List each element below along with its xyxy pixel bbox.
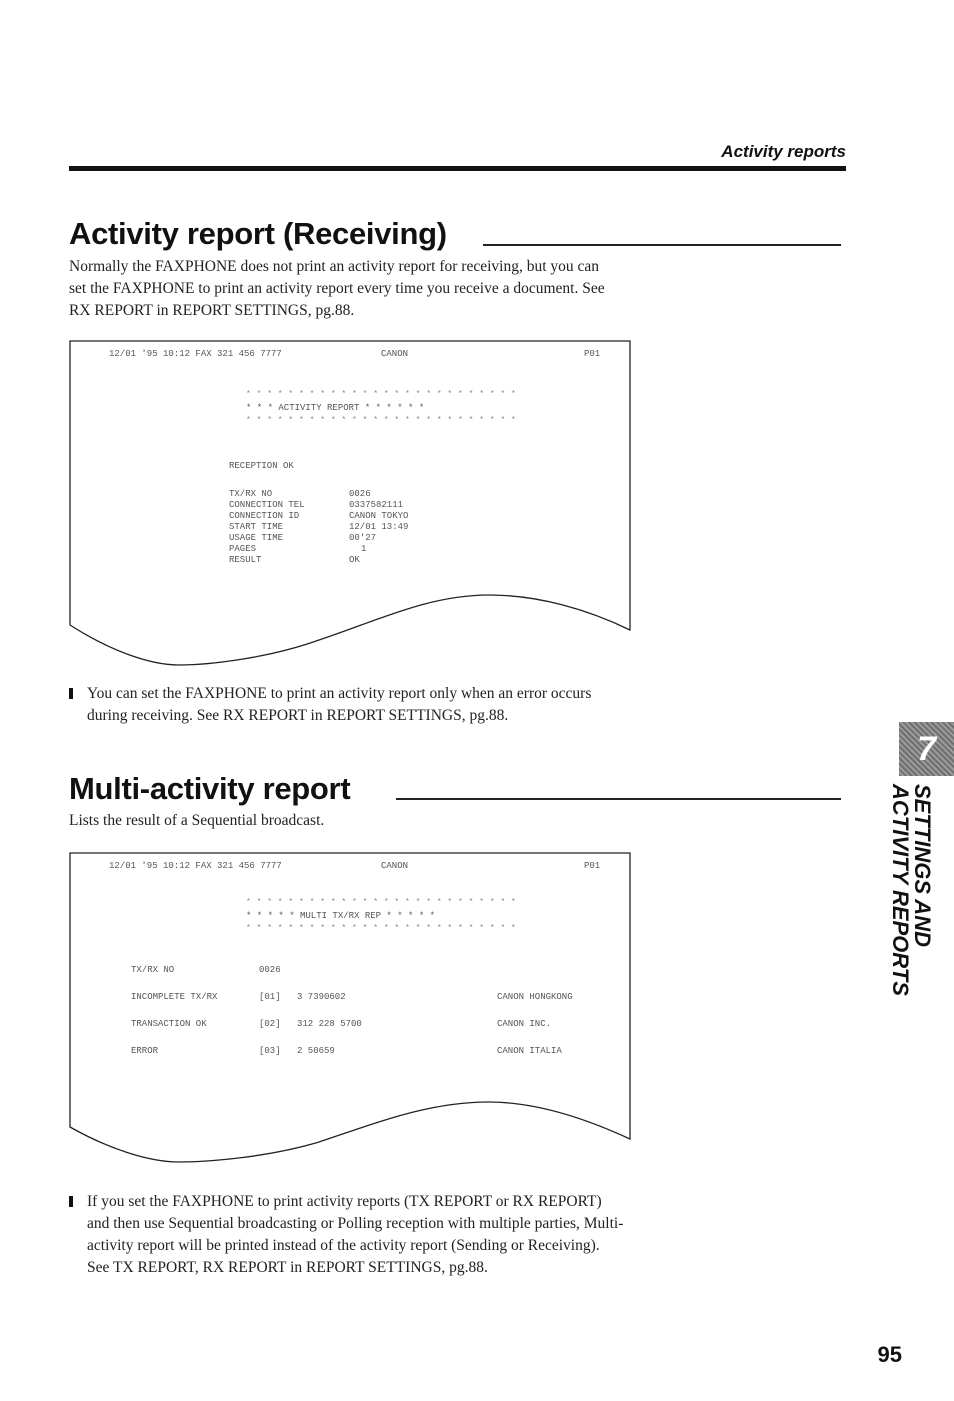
- multi-activity-report-sample: [69, 852, 634, 1184]
- chapter-number: 7: [917, 730, 936, 768]
- report-row-label: INCOMPLETE TX/RX: [131, 992, 218, 1002]
- report-stars-top: * * * * * * * * * * * * * * * * * * * * * * * * * *: [246, 898, 517, 907]
- title-rule: [396, 798, 841, 800]
- bullet-marker: [69, 1196, 73, 1207]
- report-row-value: 0337582111: [349, 500, 404, 510]
- report-txrx-value: 0026: [259, 965, 281, 975]
- report-row-number: 312 228 5700: [297, 1019, 362, 1029]
- report-stars-top: * * * * * * * * * * * * * * * * * * * * * * * * * *: [246, 390, 517, 399]
- note-bullet: [69, 683, 689, 727]
- report-header-center: CANON: [381, 861, 409, 871]
- report-header-left: 12/01 '95 10:12 FAX 321 456 7777: [109, 861, 282, 871]
- report-row-value: 0026: [349, 489, 371, 499]
- note-bullet: [69, 1191, 689, 1279]
- paragraph-line: Normally the FAXPHONE does not print an activity report for receiving, but you can: [69, 258, 600, 275]
- chapter-tab: [899, 722, 954, 776]
- paragraph-line: set the FAXPHONE to print an activity report every time you receive a document. See: [69, 280, 605, 297]
- intro-paragraph: [69, 810, 669, 832]
- report-row-label: USAGE TIME: [229, 533, 284, 543]
- report-status: RECEPTION OK: [229, 461, 294, 471]
- report-row-label: TRANSACTION OK: [131, 1019, 207, 1029]
- report-banner: * * * * * MULTI TX/RX REP * * * * *: [246, 911, 436, 921]
- report-row-value: OK: [349, 555, 360, 565]
- report-row-value: 00'27: [349, 533, 377, 543]
- title-rule: [483, 244, 841, 246]
- report-row-label: CONNECTION TEL: [229, 500, 305, 510]
- report-row-label: PAGES: [229, 544, 257, 554]
- report-row-label: TX/RX NO: [229, 489, 273, 499]
- chapter-label-line2: ACTIVITY REPORTS: [888, 784, 913, 996]
- report-row-value: 12/01 13:49: [349, 522, 409, 532]
- header-rule: [69, 166, 846, 171]
- bullet-line: If you set the FAXPHONE to print activity reports (TX REPORT or RX REPORT): [87, 1193, 602, 1210]
- report-row-name: CANON ITALIA: [497, 1046, 562, 1056]
- report-header-center: CANON: [381, 349, 409, 359]
- section-title-multi-activity: Multi-activity report: [69, 771, 351, 806]
- report-row-label: ERROR: [131, 1046, 159, 1056]
- report-header-left: 12/01 '95 10:12 FAX 321 456 7777: [109, 349, 282, 359]
- paragraph-line: Lists the result of a Sequential broadcast.: [69, 812, 325, 829]
- report-row-code: [01]: [259, 992, 281, 1002]
- activity-report-sample: [69, 340, 634, 672]
- bullet-line: activity report will be printed instead of the activity report (Sending or Receiving).: [87, 1237, 600, 1254]
- report-stars-bottom: * * * * * * * * * * * * * * * * * * * * * * * * * *: [246, 416, 517, 425]
- report-row-code: [02]: [259, 1019, 281, 1029]
- section-title-receiving: Activity report (Receiving): [69, 216, 447, 251]
- bullet-marker: [69, 688, 73, 699]
- bullet-line: during receiving. See RX REPORT in REPORT SETTINGS, pg.88.: [87, 707, 509, 724]
- report-row-label: CONNECTION ID: [229, 511, 300, 521]
- running-header: Activity reports: [721, 142, 846, 161]
- report-txrx-label: TX/RX NO: [131, 965, 175, 975]
- bullet-line: You can set the FAXPHONE to print an activity report only when an error occurs: [87, 685, 592, 702]
- chapter-label-line1: SETTINGS AND: [910, 784, 935, 947]
- report-row-number: 3 7390602: [297, 992, 346, 1002]
- report-row-code: [03]: [259, 1046, 281, 1056]
- page-number: 95: [877, 1342, 902, 1367]
- report-header-right: P01: [584, 349, 601, 359]
- report-row-name: CANON INC.: [497, 1019, 552, 1029]
- paragraph-line: RX REPORT in REPORT SETTINGS, pg.88.: [69, 302, 355, 319]
- report-header-right: P01: [584, 861, 601, 871]
- report-row-value: 1: [361, 544, 367, 554]
- report-row-value: CANON TOKYO: [349, 511, 409, 521]
- intro-paragraph: [69, 256, 669, 322]
- report-row-label: START TIME: [229, 522, 284, 532]
- report-stars-bottom: * * * * * * * * * * * * * * * * * * * * * * * * * *: [246, 924, 517, 933]
- report-row-label: RESULT: [229, 555, 262, 565]
- bullet-line: and then use Sequential broadcasting or Polling reception with multiple parties, Multi-: [87, 1215, 624, 1232]
- report-banner: * * * ACTIVITY REPORT * * * * * *: [246, 403, 425, 413]
- report-row-number: 2 50659: [297, 1046, 335, 1056]
- bullet-line: See TX REPORT, RX REPORT in REPORT SETTINGS, pg.88.: [87, 1259, 488, 1276]
- report-row-name: CANON HONGKONG: [497, 992, 573, 1002]
